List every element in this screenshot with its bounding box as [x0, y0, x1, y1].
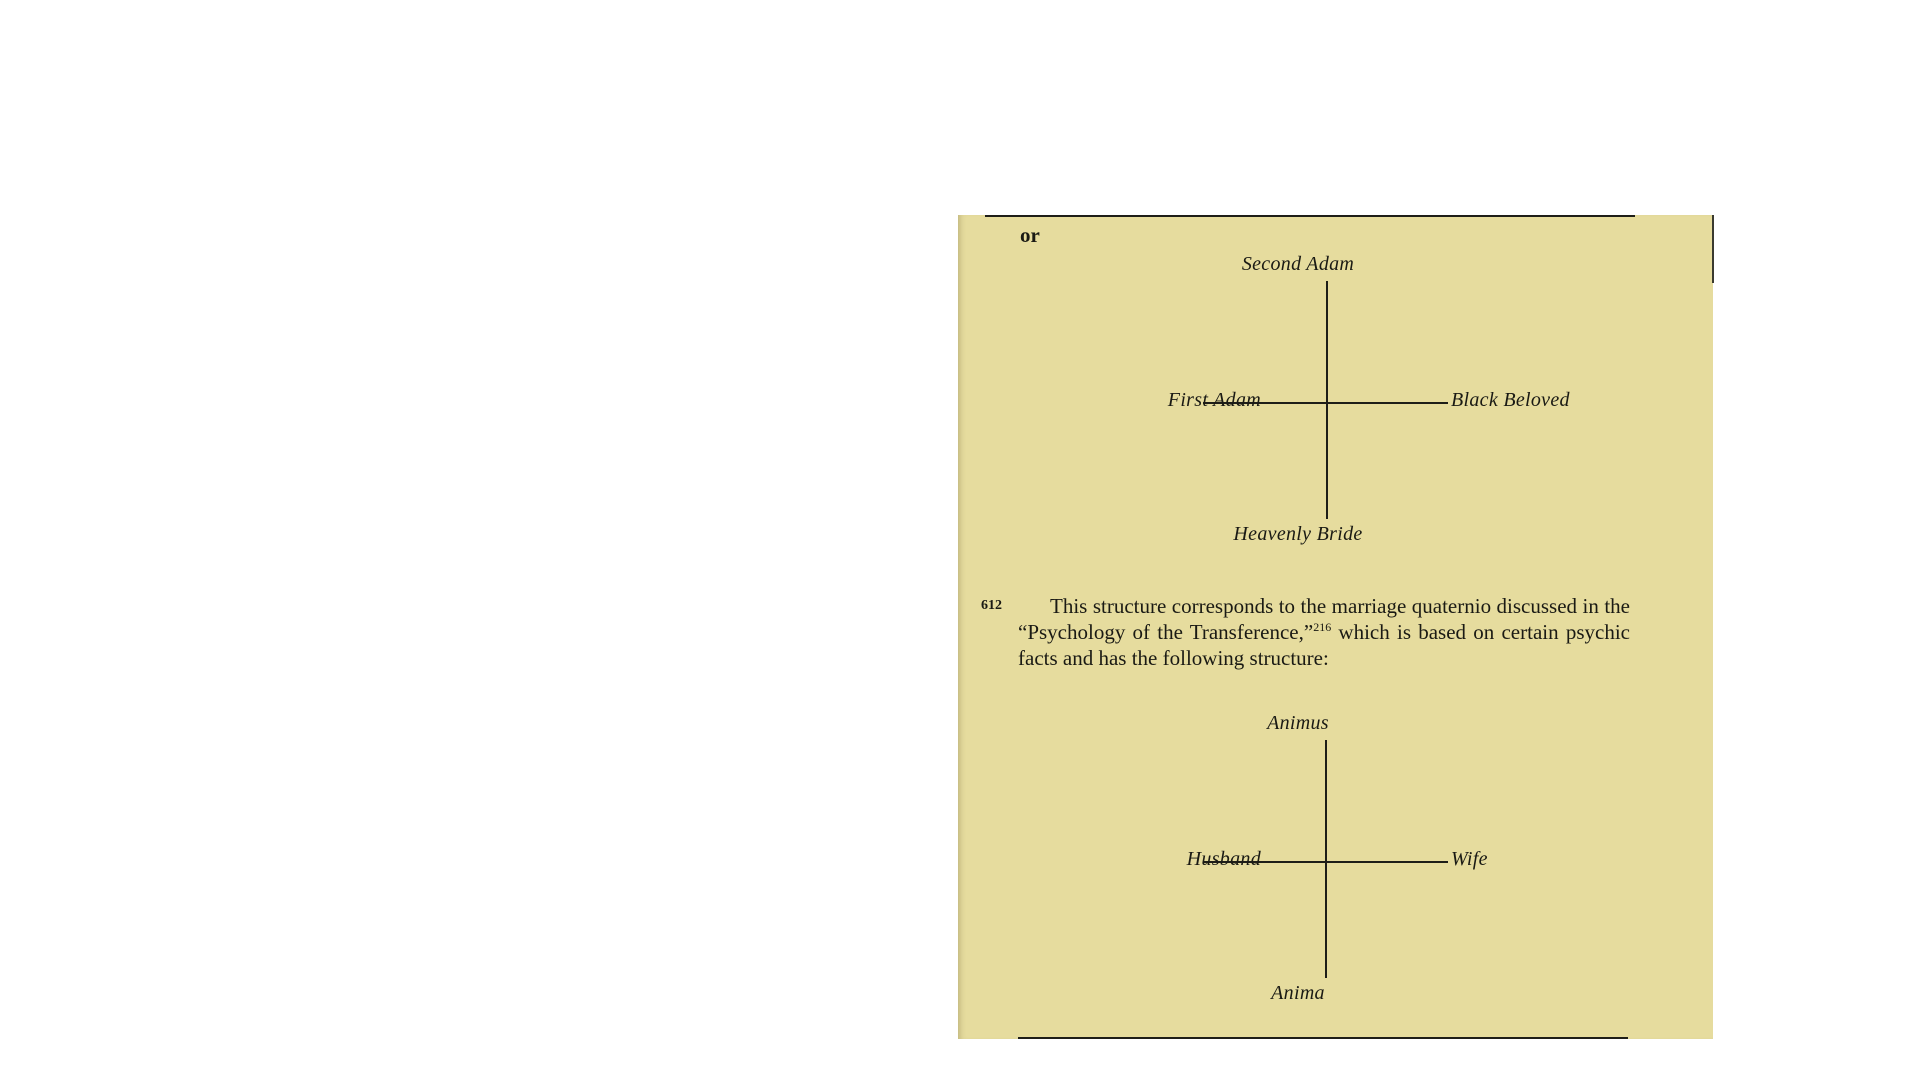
label-left: Husband [1186, 848, 1261, 870]
label-right: Black Beloved [1451, 389, 1570, 411]
top-rule [985, 215, 1635, 217]
paragraph-text-before: This structure corresponds to the marriage quaternio discussed in the “Psychology of the Transference,” [1018, 594, 1630, 644]
vertical-axis-line [1326, 281, 1328, 519]
quaternio-diagram-adam [958, 253, 1713, 553]
vertical-axis-line [1325, 740, 1327, 978]
footnote-reference[interactable]: 216 [1313, 620, 1332, 634]
label-bottom: Heavenly Bride [1233, 523, 1363, 545]
paragraph-text-after: which is based on certain psychic facts and has the following structure: [1018, 620, 1630, 670]
label-right: Wife [1451, 848, 1488, 870]
bottom-rule [1018, 1037, 1628, 1039]
label-left: First Adam [1167, 389, 1261, 411]
intro-word: or [1020, 223, 1040, 247]
quaternio-diagram-marriage [958, 712, 1713, 1012]
paragraph-number: 612 [981, 598, 1002, 613]
label-top: Second Adam [1241, 253, 1355, 275]
label-top: Animus [1267, 712, 1329, 734]
body-paragraph [1018, 593, 1630, 671]
book-page-scan [958, 215, 1713, 1039]
label-bottom: Anima [1271, 982, 1325, 1004]
